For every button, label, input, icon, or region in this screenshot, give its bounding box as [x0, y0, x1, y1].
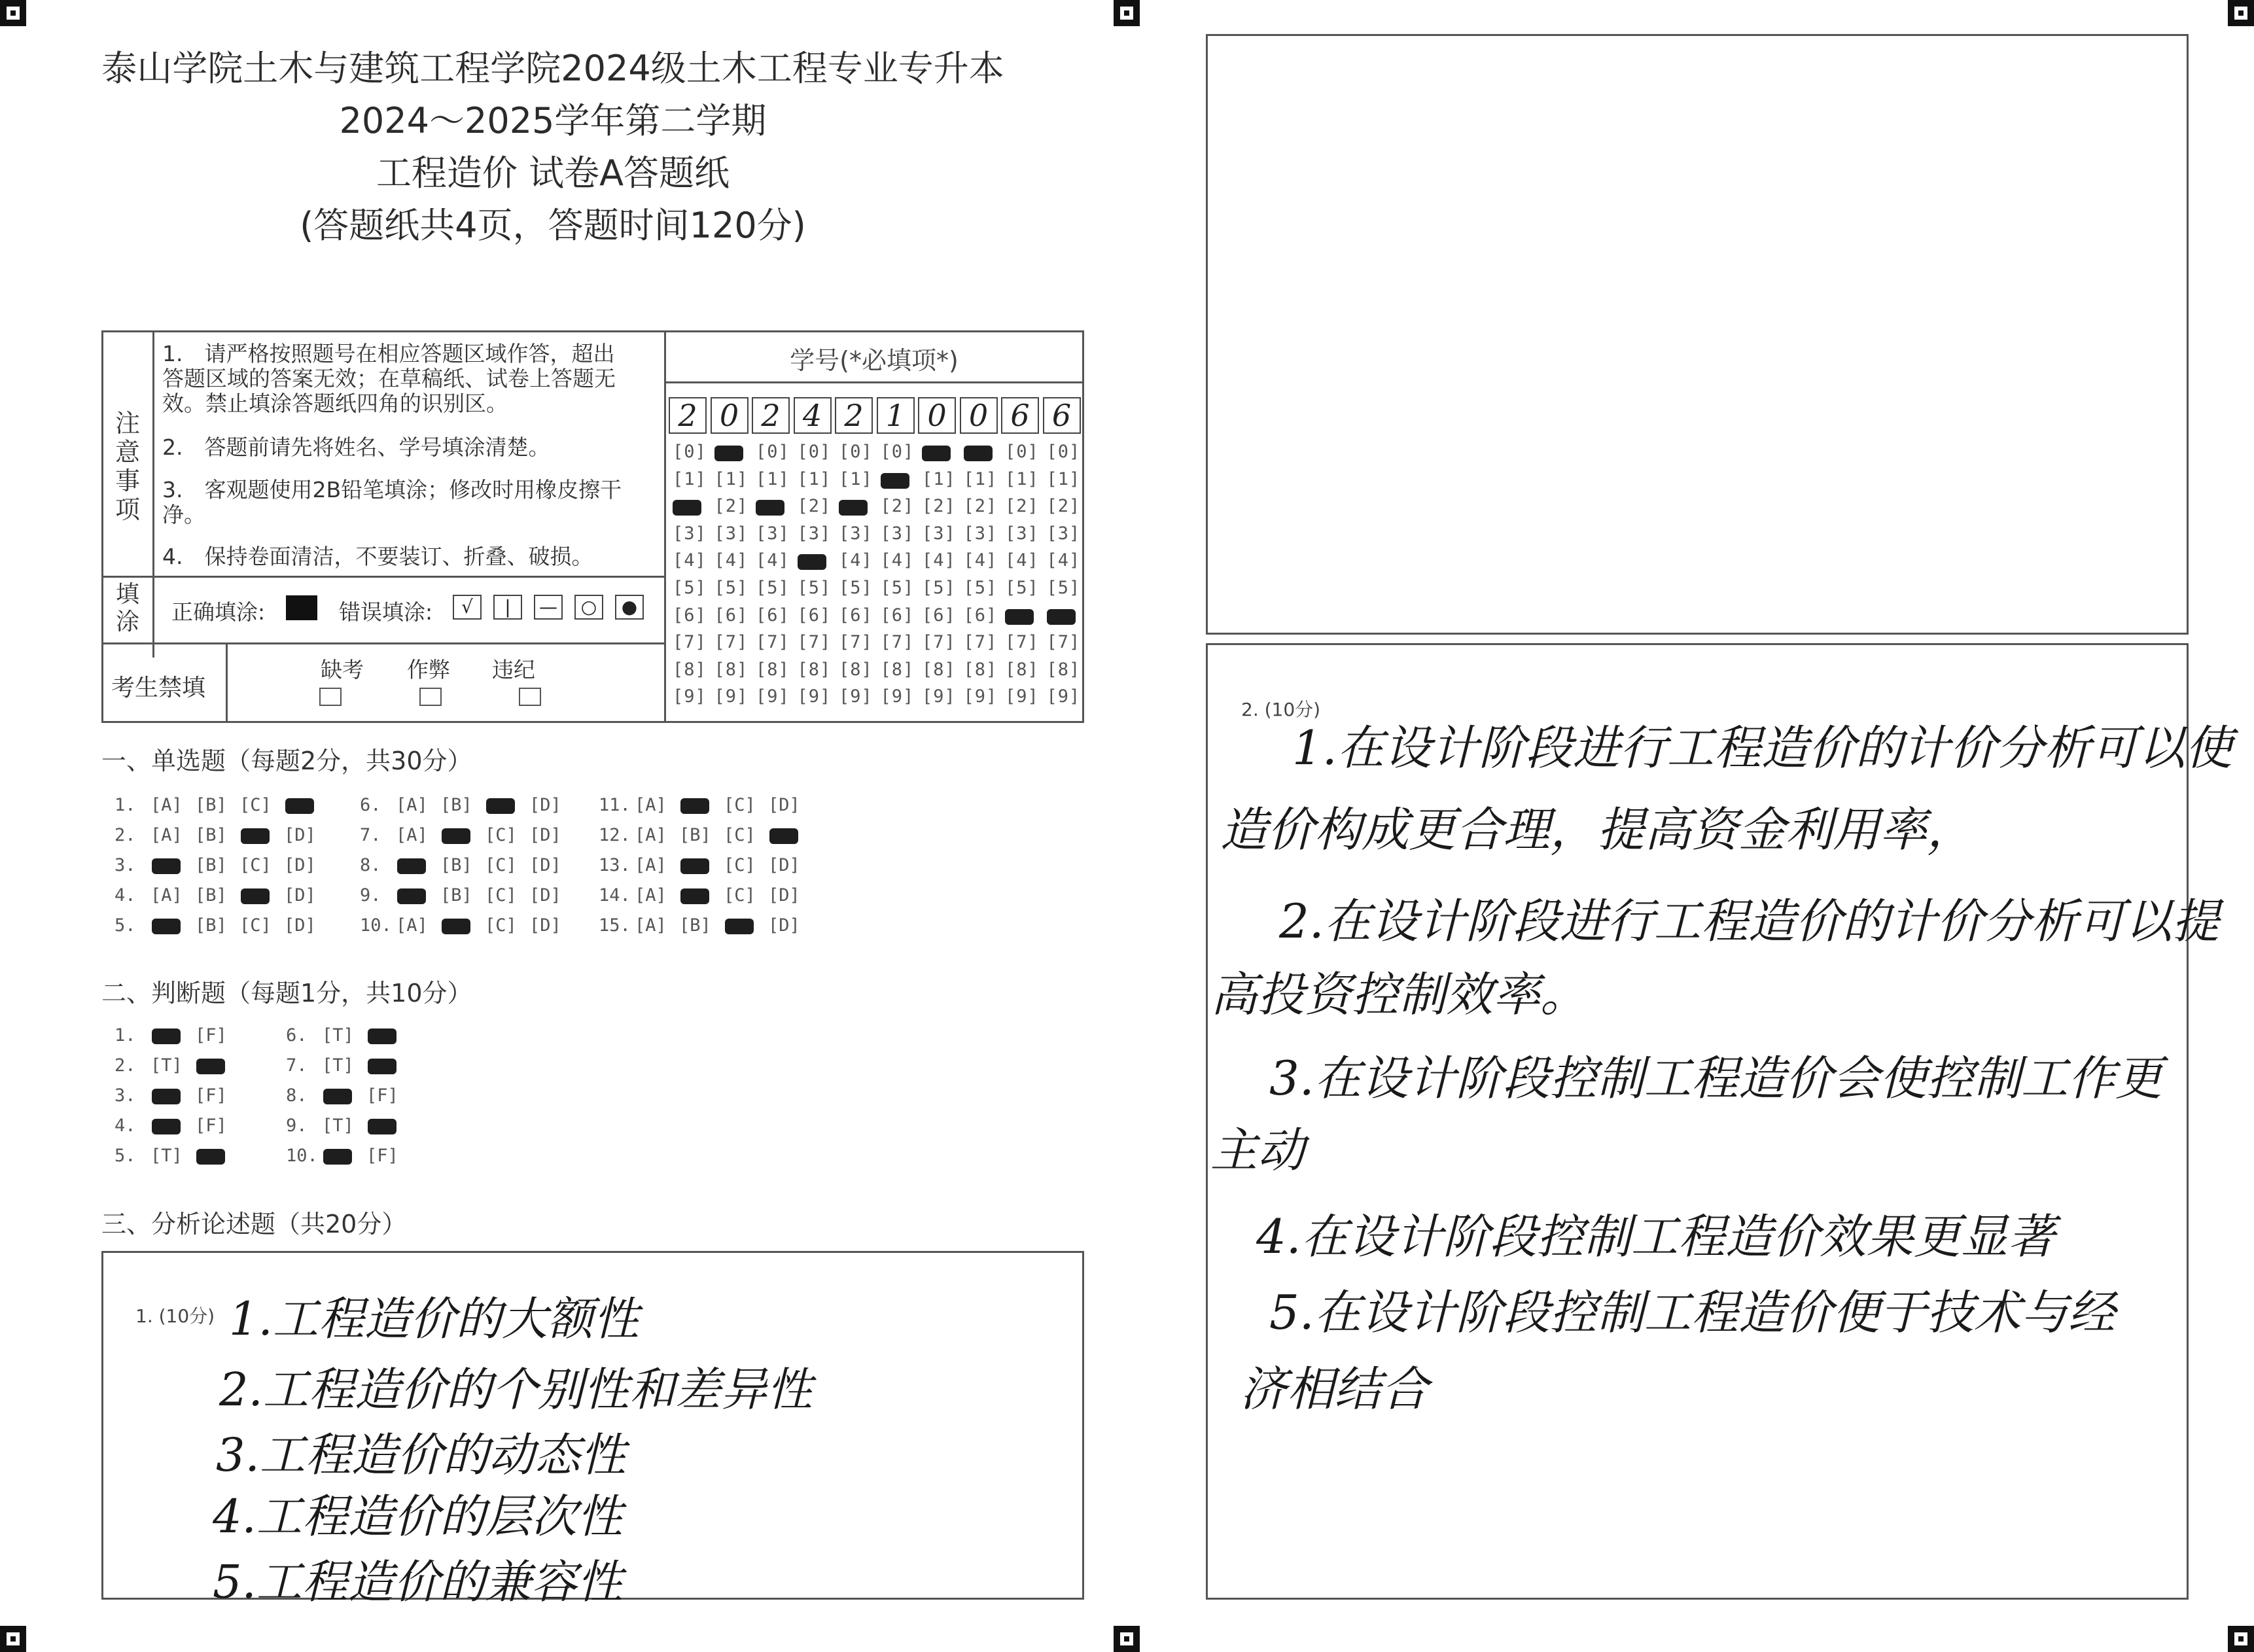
student-id-digit-10: 6	[1043, 397, 1081, 434]
notice-item-2: 2. 答题前请先将姓名、学号填涂清楚。	[162, 434, 550, 460]
q2-label: 2. (10分)	[1241, 699, 1321, 720]
student-id-digit-4: 4	[794, 397, 832, 434]
mc-bubble[interactable]: [D]	[284, 915, 316, 936]
id-bubble[interactable]: [9]	[1005, 686, 1039, 707]
id-bubble[interactable]: [9]	[797, 686, 832, 707]
student-id-digit-9: 6	[1001, 397, 1039, 434]
mc-bubble[interactable]: [D]	[284, 885, 316, 905]
student-id-digit-1: 2	[669, 397, 707, 434]
divider-notice-fill	[101, 576, 665, 578]
section1-title: 一、单选题（每题2分，共30分）	[101, 747, 472, 775]
mc-bubble-filled[interactable]	[680, 888, 709, 904]
id-bubble[interactable]: [8]	[1005, 659, 1039, 680]
mc-bubble[interactable]: [D]	[768, 885, 800, 905]
mc-bubble[interactable]: [A]	[635, 885, 667, 905]
student-id-label: 学号(*必填项*)	[790, 346, 959, 375]
id-bubble[interactable]: [8]	[839, 659, 873, 680]
tf-question-number: 6.	[286, 1025, 308, 1046]
wrong-mark-check: √	[453, 595, 482, 620]
tf-bubble[interactable]: [F]	[195, 1085, 227, 1106]
id-bubble[interactable]: [1]	[922, 468, 956, 489]
mc-question-number: 8.	[360, 855, 381, 875]
mc-bubble[interactable]: [D]	[529, 915, 561, 936]
id-bubble[interactable]: [0]	[1046, 442, 1081, 462]
notice-item-3: 3. 客观题使用2B铅笔填涂；修改时用橡皮擦干净。	[162, 477, 622, 527]
correct-fill-label: 正确填涂:	[171, 599, 266, 625]
id-bubble[interactable]: [2]	[880, 496, 915, 517]
mc-bubble-filled[interactable]	[769, 828, 798, 844]
id-bubble[interactable]: [6]	[922, 605, 956, 625]
mc-question-number: 14.	[599, 885, 631, 905]
mc-bubble[interactable]: [C]	[485, 855, 517, 875]
divider-id-label	[664, 381, 1084, 383]
id-bubble[interactable]: [2]	[1005, 496, 1039, 517]
mc-question-number: 4.	[114, 885, 136, 905]
mc-bubble[interactable]: [D]	[529, 795, 561, 815]
id-bubble[interactable]: [1]	[963, 468, 998, 489]
mc-question-number: 15.	[599, 915, 631, 936]
id-bubble[interactable]: [5]	[963, 578, 998, 598]
id-bubble[interactable]: [9]	[839, 686, 873, 707]
id-bubble[interactable]: [6]	[880, 605, 915, 625]
corner-marker-top-center	[1114, 0, 1140, 26]
wrong-mark-circle: ○	[574, 595, 603, 620]
restricted-absent-box[interactable]	[319, 688, 342, 706]
id-bubble[interactable]: [7]	[922, 632, 956, 653]
tf-question-number: 4.	[114, 1116, 136, 1136]
id-bubble[interactable]: [3]	[756, 523, 790, 544]
mc-question-number: 9.	[360, 885, 381, 905]
mc-bubble[interactable]: [B]	[440, 795, 472, 815]
notice-side-label: 注意事项	[114, 409, 140, 524]
tf-bubble[interactable]: [T]	[322, 1055, 354, 1076]
header-line3: 工程造价 试卷A答题纸	[376, 152, 730, 194]
mc-bubble[interactable]: [A]	[635, 825, 667, 845]
divider-notice-side	[152, 330, 154, 658]
id-bubble[interactable]: [5]	[880, 578, 915, 598]
id-bubble[interactable]: [7]	[673, 632, 707, 653]
id-bubble[interactable]: [8]	[756, 659, 790, 680]
mc-bubble[interactable]: [D]	[284, 825, 316, 845]
mc-bubble[interactable]: [B]	[195, 825, 227, 845]
id-bubble[interactable]: [3]	[880, 523, 915, 544]
student-id-digit-3: 2	[752, 397, 790, 434]
mc-bubble[interactable]: [B]	[195, 885, 227, 905]
mc-bubble-filled[interactable]	[725, 919, 754, 934]
mc-question-number: 10.	[360, 915, 392, 936]
id-bubble[interactable]: [4]	[673, 550, 707, 571]
id-bubble-filled[interactable]	[839, 500, 868, 516]
id-bubble[interactable]: [9]	[880, 686, 915, 707]
id-bubble[interactable]: [0]	[1005, 442, 1039, 462]
id-bubble[interactable]: [6]	[673, 605, 707, 625]
id-bubble[interactable]: [4]	[880, 550, 915, 571]
corner-marker-bottom-center	[1114, 1626, 1140, 1652]
tf-question-number: 3.	[114, 1085, 136, 1106]
header-line4: (答题纸共4页，答题时间120分)	[300, 205, 806, 246]
q1-label: 1. (10分)	[135, 1305, 215, 1327]
id-bubble[interactable]: [3]	[922, 523, 956, 544]
mc-bubble-filled[interactable]	[680, 858, 709, 874]
mc-bubble[interactable]: [C]	[239, 915, 272, 936]
mc-bubble[interactable]: [D]	[529, 825, 561, 845]
mc-bubble[interactable]: [D]	[529, 885, 561, 905]
id-bubble[interactable]: [8]	[797, 659, 832, 680]
restricted-cheat-box[interactable]	[419, 688, 442, 706]
id-bubble[interactable]: [9]	[756, 686, 790, 707]
q2-answer-line-8: 5.在设计阶段控制工程造价便于技术与经	[1269, 1285, 2115, 1340]
tf-bubble-filled[interactable]	[152, 1028, 181, 1044]
id-bubble[interactable]: [3]	[797, 523, 832, 544]
mc-bubble-filled[interactable]	[241, 888, 270, 904]
q2-answer-line-3: 2.在设计阶段进行工程造价的计价分析可以提	[1279, 894, 2219, 949]
fill-side-label: 填涂	[115, 581, 139, 635]
mc-bubble[interactable]: [B]	[679, 825, 711, 845]
student-id-digit-2: 0	[711, 397, 748, 434]
id-bubble[interactable]: [4]	[714, 550, 748, 571]
id-bubble-filled[interactable]	[798, 554, 826, 570]
tf-bubble-filled[interactable]	[368, 1119, 396, 1134]
mc-bubble-filled[interactable]	[680, 798, 709, 814]
mc-bubble-filled[interactable]	[442, 828, 470, 844]
mc-bubble-filled[interactable]	[241, 828, 270, 844]
id-bubble[interactable]: [5]	[839, 578, 873, 598]
tf-bubble[interactable]: [F]	[195, 1025, 227, 1046]
tf-bubble-filled[interactable]	[152, 1089, 181, 1104]
mc-bubble[interactable]: [C]	[724, 885, 756, 905]
mc-bubble[interactable]: [B]	[440, 885, 472, 905]
mc-question-number: 5.	[114, 915, 136, 936]
id-bubble[interactable]: [8]	[880, 659, 915, 680]
id-bubble[interactable]: [0]	[673, 442, 707, 462]
id-bubble[interactable]: [8]	[714, 659, 748, 680]
tf-question-number: 2.	[114, 1055, 136, 1076]
id-bubble[interactable]: [4]	[1046, 550, 1081, 571]
divider-notice-id	[664, 330, 666, 723]
id-bubble[interactable]: [6]	[756, 605, 790, 625]
mc-bubble[interactable]: [D]	[284, 855, 316, 875]
answer-box-q2[interactable]	[1206, 643, 2189, 1600]
wrong-mark-bar: |	[493, 595, 522, 620]
mc-bubble-filled[interactable]	[397, 858, 426, 874]
id-bubble[interactable]: [2]	[714, 496, 748, 517]
tf-bubble-filled[interactable]	[196, 1059, 225, 1074]
id-bubble[interactable]: [6]	[714, 605, 748, 625]
mc-bubble[interactable]: [A]	[635, 915, 667, 936]
tf-bubble-filled[interactable]	[152, 1119, 181, 1134]
id-bubble[interactable]: [9]	[963, 686, 998, 707]
id-bubble-filled[interactable]	[673, 500, 701, 516]
mc-bubble[interactable]: [A]	[150, 825, 183, 845]
tf-bubble[interactable]: [T]	[322, 1116, 354, 1136]
id-bubble[interactable]: [1]	[756, 468, 790, 489]
id-bubble[interactable]: [0]	[797, 442, 832, 462]
id-bubble[interactable]: [8]	[673, 659, 707, 680]
tf-bubble-filled[interactable]	[196, 1149, 225, 1165]
student-id-digit-8: 0	[960, 397, 998, 434]
q2-answer-line-5: 3.在设计阶段控制工程造价会使控制工作更	[1269, 1051, 2162, 1106]
corner-marker-bottom-right	[2228, 1626, 2254, 1652]
id-bubble[interactable]: [5]	[756, 578, 790, 598]
tf-question-number: 9.	[286, 1116, 308, 1136]
q1-answer-line-2: 2.工程造价的个别性和差异性	[219, 1363, 813, 1416]
wrong-fill-label: 错误填涂:	[339, 599, 433, 625]
id-bubble[interactable]: [3]	[714, 523, 748, 544]
id-bubble[interactable]: [4]	[839, 550, 873, 571]
id-bubble[interactable]: [6]	[963, 605, 998, 625]
q1-answer-line-4: 4.工程造价的层次性	[213, 1490, 623, 1543]
mc-bubble[interactable]: [C]	[485, 915, 517, 936]
id-bubble[interactable]: [7]	[839, 632, 873, 653]
tf-bubble[interactable]: [F]	[195, 1116, 227, 1136]
id-bubble[interactable]: [9]	[922, 686, 956, 707]
header-line2: 2024～2025学年第二学期	[339, 100, 767, 141]
mc-bubble[interactable]: [B]	[195, 915, 227, 936]
id-bubble[interactable]: [3]	[1046, 523, 1081, 544]
mc-bubble[interactable]: [A]	[150, 885, 183, 905]
q2-answer-line-2: 造价构成更合理，提高资金利用率，	[1220, 802, 1975, 857]
tf-bubble-filled[interactable]	[323, 1149, 352, 1165]
mc-bubble[interactable]: [C]	[239, 855, 272, 875]
tf-bubble[interactable]: [T]	[150, 1146, 183, 1166]
id-bubble-filled[interactable]	[1005, 609, 1034, 625]
id-bubble[interactable]: [5]	[1005, 578, 1039, 598]
mc-bubble[interactable]: [A]	[396, 825, 428, 845]
mc-bubble[interactable]: [A]	[635, 795, 667, 815]
student-id-digit-6: 1	[877, 397, 915, 434]
id-bubble[interactable]: [0]	[756, 442, 790, 462]
mc-bubble[interactable]: [C]	[724, 855, 756, 875]
id-bubble[interactable]: [9]	[1046, 686, 1081, 707]
restricted-label: 考生禁填	[111, 675, 206, 701]
id-bubble[interactable]: [1]	[839, 468, 873, 489]
tf-question-number: 10.	[286, 1146, 318, 1166]
id-bubble[interactable]: [7]	[1046, 632, 1081, 653]
restricted-violation-box[interactable]	[519, 688, 541, 706]
id-bubble[interactable]: [9]	[673, 686, 707, 707]
mc-bubble[interactable]: [A]	[150, 795, 183, 815]
divider-fill-restricted	[101, 642, 665, 644]
mc-question-number: 7.	[360, 825, 381, 845]
mc-bubble[interactable]: [C]	[724, 795, 756, 815]
mc-bubble[interactable]: [D]	[529, 855, 561, 875]
wrong-mark-dash: —	[534, 595, 563, 620]
mc-bubble[interactable]: [C]	[724, 825, 756, 845]
id-bubble[interactable]: [4]	[756, 550, 790, 571]
mc-bubble[interactable]: [B]	[195, 855, 227, 875]
id-bubble-filled[interactable]	[756, 500, 784, 516]
id-bubble[interactable]: [6]	[839, 605, 873, 625]
mc-bubble[interactable]: [A]	[396, 795, 428, 815]
section2-title: 二、判断题（每题1分，共10分）	[101, 979, 472, 1008]
q1-answer-line-3: 3.工程造价的动态性	[216, 1428, 626, 1482]
notice-item-1: 1. 请严格按照题号在相应答题区域作答，超出答题区域的答案无效；在草稿纸、试卷上答题无效。禁止填涂答题纸四角的识别区。	[162, 341, 616, 416]
corner-marker-bottom-left	[0, 1626, 26, 1652]
mc-question-number: 13.	[599, 855, 631, 875]
corner-marker-top-left	[0, 0, 26, 26]
id-bubble[interactable]: [7]	[714, 632, 748, 653]
id-bubble[interactable]: [5]	[673, 578, 707, 598]
tf-question-number: 5.	[114, 1146, 136, 1166]
q1-answer-line-5: 5.工程造价的兼容性	[213, 1555, 623, 1609]
id-bubble[interactable]: [0]	[880, 442, 915, 462]
id-bubble[interactable]: [4]	[963, 550, 998, 571]
mc-question-number: 11.	[599, 795, 631, 815]
id-bubble[interactable]: [1]	[714, 468, 748, 489]
tf-question-number: 1.	[114, 1025, 136, 1046]
mc-bubble-filled[interactable]	[152, 919, 181, 934]
id-bubble[interactable]: [8]	[963, 659, 998, 680]
wrong-mark-dot: ●	[615, 595, 644, 620]
mc-bubble-filled[interactable]	[397, 888, 426, 904]
mc-bubble-filled[interactable]	[285, 798, 314, 814]
tf-bubble-filled[interactable]	[368, 1028, 396, 1044]
mc-bubble[interactable]: [C]	[485, 825, 517, 845]
id-bubble[interactable]: [1]	[673, 468, 707, 489]
q2-answer-line-4: 高投资控制效率。	[1210, 967, 1588, 1022]
tf-question-number: 8.	[286, 1085, 308, 1106]
id-bubble[interactable]: [2]	[963, 496, 998, 517]
id-bubble[interactable]: [8]	[922, 659, 956, 680]
id-bubble[interactable]: [3]	[963, 523, 998, 544]
id-bubble-filled[interactable]	[1047, 609, 1076, 625]
id-bubble[interactable]: [4]	[1005, 550, 1039, 571]
id-bubble[interactable]: [2]	[1046, 496, 1081, 517]
tf-bubble[interactable]: [F]	[366, 1146, 398, 1166]
answer-box-top-right[interactable]	[1206, 34, 2189, 635]
id-bubble[interactable]: [3]	[839, 523, 873, 544]
tf-bubble[interactable]: [F]	[366, 1085, 398, 1106]
id-bubble[interactable]: [5]	[714, 578, 748, 598]
q2-answer-line-6: 主动	[1210, 1123, 1305, 1178]
id-bubble[interactable]: [7]	[1005, 632, 1039, 653]
id-bubble[interactable]: [2]	[922, 496, 956, 517]
student-id-digit-7: 0	[918, 397, 956, 434]
mc-bubble[interactable]: [C]	[485, 885, 517, 905]
mc-question-number: 6.	[360, 795, 381, 815]
section3-title: 三、分析论述题（共20分）	[101, 1210, 407, 1239]
mc-bubble-filled[interactable]	[442, 919, 470, 934]
divider-restricted-side	[226, 642, 228, 723]
id-bubble[interactable]: [1]	[1005, 468, 1039, 489]
header-line1: 泰山学院土木与建筑工程学院2024级土木工程专业专升本	[101, 48, 1004, 89]
corner-marker-top-right	[2228, 0, 2254, 26]
mc-bubble[interactable]: [C]	[239, 795, 272, 815]
tf-question-number: 7.	[286, 1055, 308, 1076]
tf-bubble-filled[interactable]	[368, 1059, 396, 1074]
mc-bubble[interactable]: [A]	[396, 915, 428, 936]
id-bubble[interactable]: [7]	[880, 632, 915, 653]
id-bubble[interactable]: [8]	[1046, 659, 1081, 680]
mc-bubble[interactable]: [B]	[195, 795, 227, 815]
mc-bubble[interactable]: [A]	[635, 855, 667, 875]
id-bubble[interactable]: [1]	[1046, 468, 1081, 489]
restricted-violation-label: 违纪	[492, 657, 535, 682]
tf-bubble[interactable]: [T]	[322, 1025, 354, 1046]
correct-fill-sample	[286, 595, 317, 620]
mc-question-number: 3.	[114, 855, 136, 875]
id-bubble[interactable]: [4]	[922, 550, 956, 571]
restricted-cheat-label: 作弊	[407, 657, 450, 682]
id-bubble[interactable]: [3]	[673, 523, 707, 544]
tf-bubble-filled[interactable]	[323, 1089, 352, 1104]
q2-answer-line-7: 4.在设计阶段控制工程造价效果更显著	[1256, 1209, 2055, 1264]
mc-bubble[interactable]: [B]	[440, 855, 472, 875]
id-bubble[interactable]: [5]	[1046, 578, 1081, 598]
mc-bubble[interactable]: [B]	[679, 915, 711, 936]
tf-bubble[interactable]: [T]	[150, 1055, 183, 1076]
id-bubble[interactable]: [3]	[1005, 523, 1039, 544]
restricted-absent-label: 缺考	[321, 657, 364, 682]
mc-bubble-filled[interactable]	[152, 858, 181, 874]
id-bubble[interactable]: [9]	[714, 686, 748, 707]
mc-question-number: 1.	[114, 795, 136, 815]
q1-answer-line-1: 1.工程造价的大额性	[229, 1292, 639, 1346]
notice-item-4: 4. 保持卷面清洁，不要装订、折叠、破损。	[162, 544, 593, 569]
id-bubble-filled[interactable]	[922, 446, 951, 461]
id-bubble-filled[interactable]	[714, 446, 743, 461]
id-bubble[interactable]: [0]	[839, 442, 873, 462]
q2-answer-line-1: 1.在设计阶段进行工程造价的计价分析可以使	[1292, 720, 2232, 775]
mc-question-number: 12.	[599, 825, 631, 845]
id-bubble[interactable]: [1]	[797, 468, 832, 489]
id-bubble[interactable]: [5]	[922, 578, 956, 598]
id-bubble[interactable]: [2]	[797, 496, 832, 517]
q2-answer-line-9: 济相结合	[1240, 1362, 1429, 1416]
id-bubble[interactable]: [7]	[756, 632, 790, 653]
id-bubble[interactable]: [7]	[963, 632, 998, 653]
mc-bubble[interactable]: [D]	[768, 855, 800, 875]
mc-question-number: 2.	[114, 825, 136, 845]
mc-bubble[interactable]: [D]	[768, 915, 800, 936]
id-bubble[interactable]: [7]	[797, 632, 832, 653]
id-bubble-filled[interactable]	[881, 473, 909, 489]
id-bubble[interactable]: [6]	[797, 605, 832, 625]
mc-bubble-filled[interactable]	[486, 798, 515, 814]
student-id-digit-5: 2	[835, 397, 873, 434]
id-bubble-filled[interactable]	[964, 446, 993, 461]
id-bubble[interactable]: [5]	[797, 578, 832, 598]
mc-bubble[interactable]: [D]	[768, 795, 800, 815]
